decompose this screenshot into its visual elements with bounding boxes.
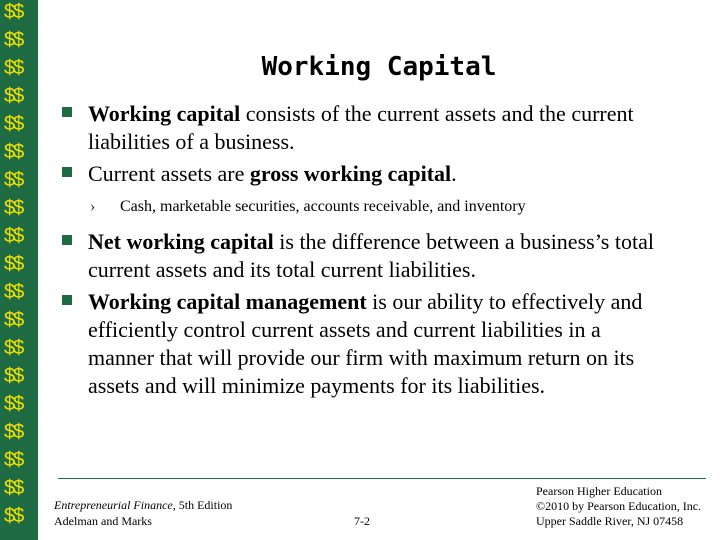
copyright-line: ©2010 by Pearson Education, Inc. [536,499,702,513]
bullet-text: Current assets are [88,161,250,186]
bullet-text: is our ability to effectively and efficiently control current assets and current liabilities in a manner that will provide our firm with maximum return on its assets and will minimize payments for its liabilities. [88,289,643,398]
sidebar-band [0,0,38,540]
publisher-address: Upper Saddle River, NJ 07458 [536,514,684,528]
bullet-item [62,288,662,400]
footer-divider [58,478,706,479]
dollar-glyph: $$ [4,57,23,79]
square-bullet-icon [62,235,72,245]
dollar-glyph: $$ [4,477,23,499]
book-title: Entrepreneurial Finance, [54,498,176,512]
bullet-text: is the difference between a business’s total current assets and its total current liabilities. [88,229,654,282]
bullet-text: . [451,161,457,186]
dollar-glyph: $$ [4,1,23,23]
bullet-term: Net working capital [88,229,274,254]
book-edition: 5th Edition [175,498,233,512]
bullet-item [62,100,662,156]
publisher-name: Pearson Higher Education [536,484,662,498]
bullet-item [62,160,662,188]
footer-book-info [54,497,232,529]
bullet-item [62,228,662,284]
dollar-glyph: $$ [4,505,23,527]
dollar-glyph: $$ [4,197,23,219]
dollar-glyph: $$ [4,113,23,135]
slide-title: Working Capital [261,52,497,82]
dollar-glyph: $$ [4,393,23,415]
dollar-glyph: $$ [4,141,23,163]
dollar-glyph: $$ [4,309,23,331]
dollar-glyph: $$ [4,421,23,443]
bullet-term: Working capital [88,101,241,126]
dollar-glyph: $$ [4,449,23,471]
book-authors: Adelman and Marks [54,514,152,528]
square-bullet-icon [62,167,72,177]
dollar-glyph: $$ [4,281,23,303]
chevron-right-icon: › [90,198,96,215]
sub-bullet-item [62,196,662,218]
bullet-text: consists of the current assets and the current liabilities of a business. [88,101,634,154]
page-number: 7-2 [354,514,370,528]
dollar-glyph: $$ [4,85,23,107]
dollar-glyph: $$ [4,337,23,359]
bullet-list [62,100,662,404]
square-bullet-icon [62,107,72,117]
dollar-glyph: $$ [4,253,23,275]
square-bullet-icon [62,295,72,305]
dollar-glyph: $$ [4,225,23,247]
footer-publisher-info [536,484,716,529]
bullet-term: Working capital management [88,289,367,314]
dollar-glyph: $$ [4,29,23,51]
bullet-term: gross working capital [249,161,452,186]
dollar-glyph: $$ [4,365,23,387]
dollar-glyph: $$ [4,169,23,191]
sub-bullet-text: Cash, marketable securities, accounts receivable, and inventory [120,198,526,215]
